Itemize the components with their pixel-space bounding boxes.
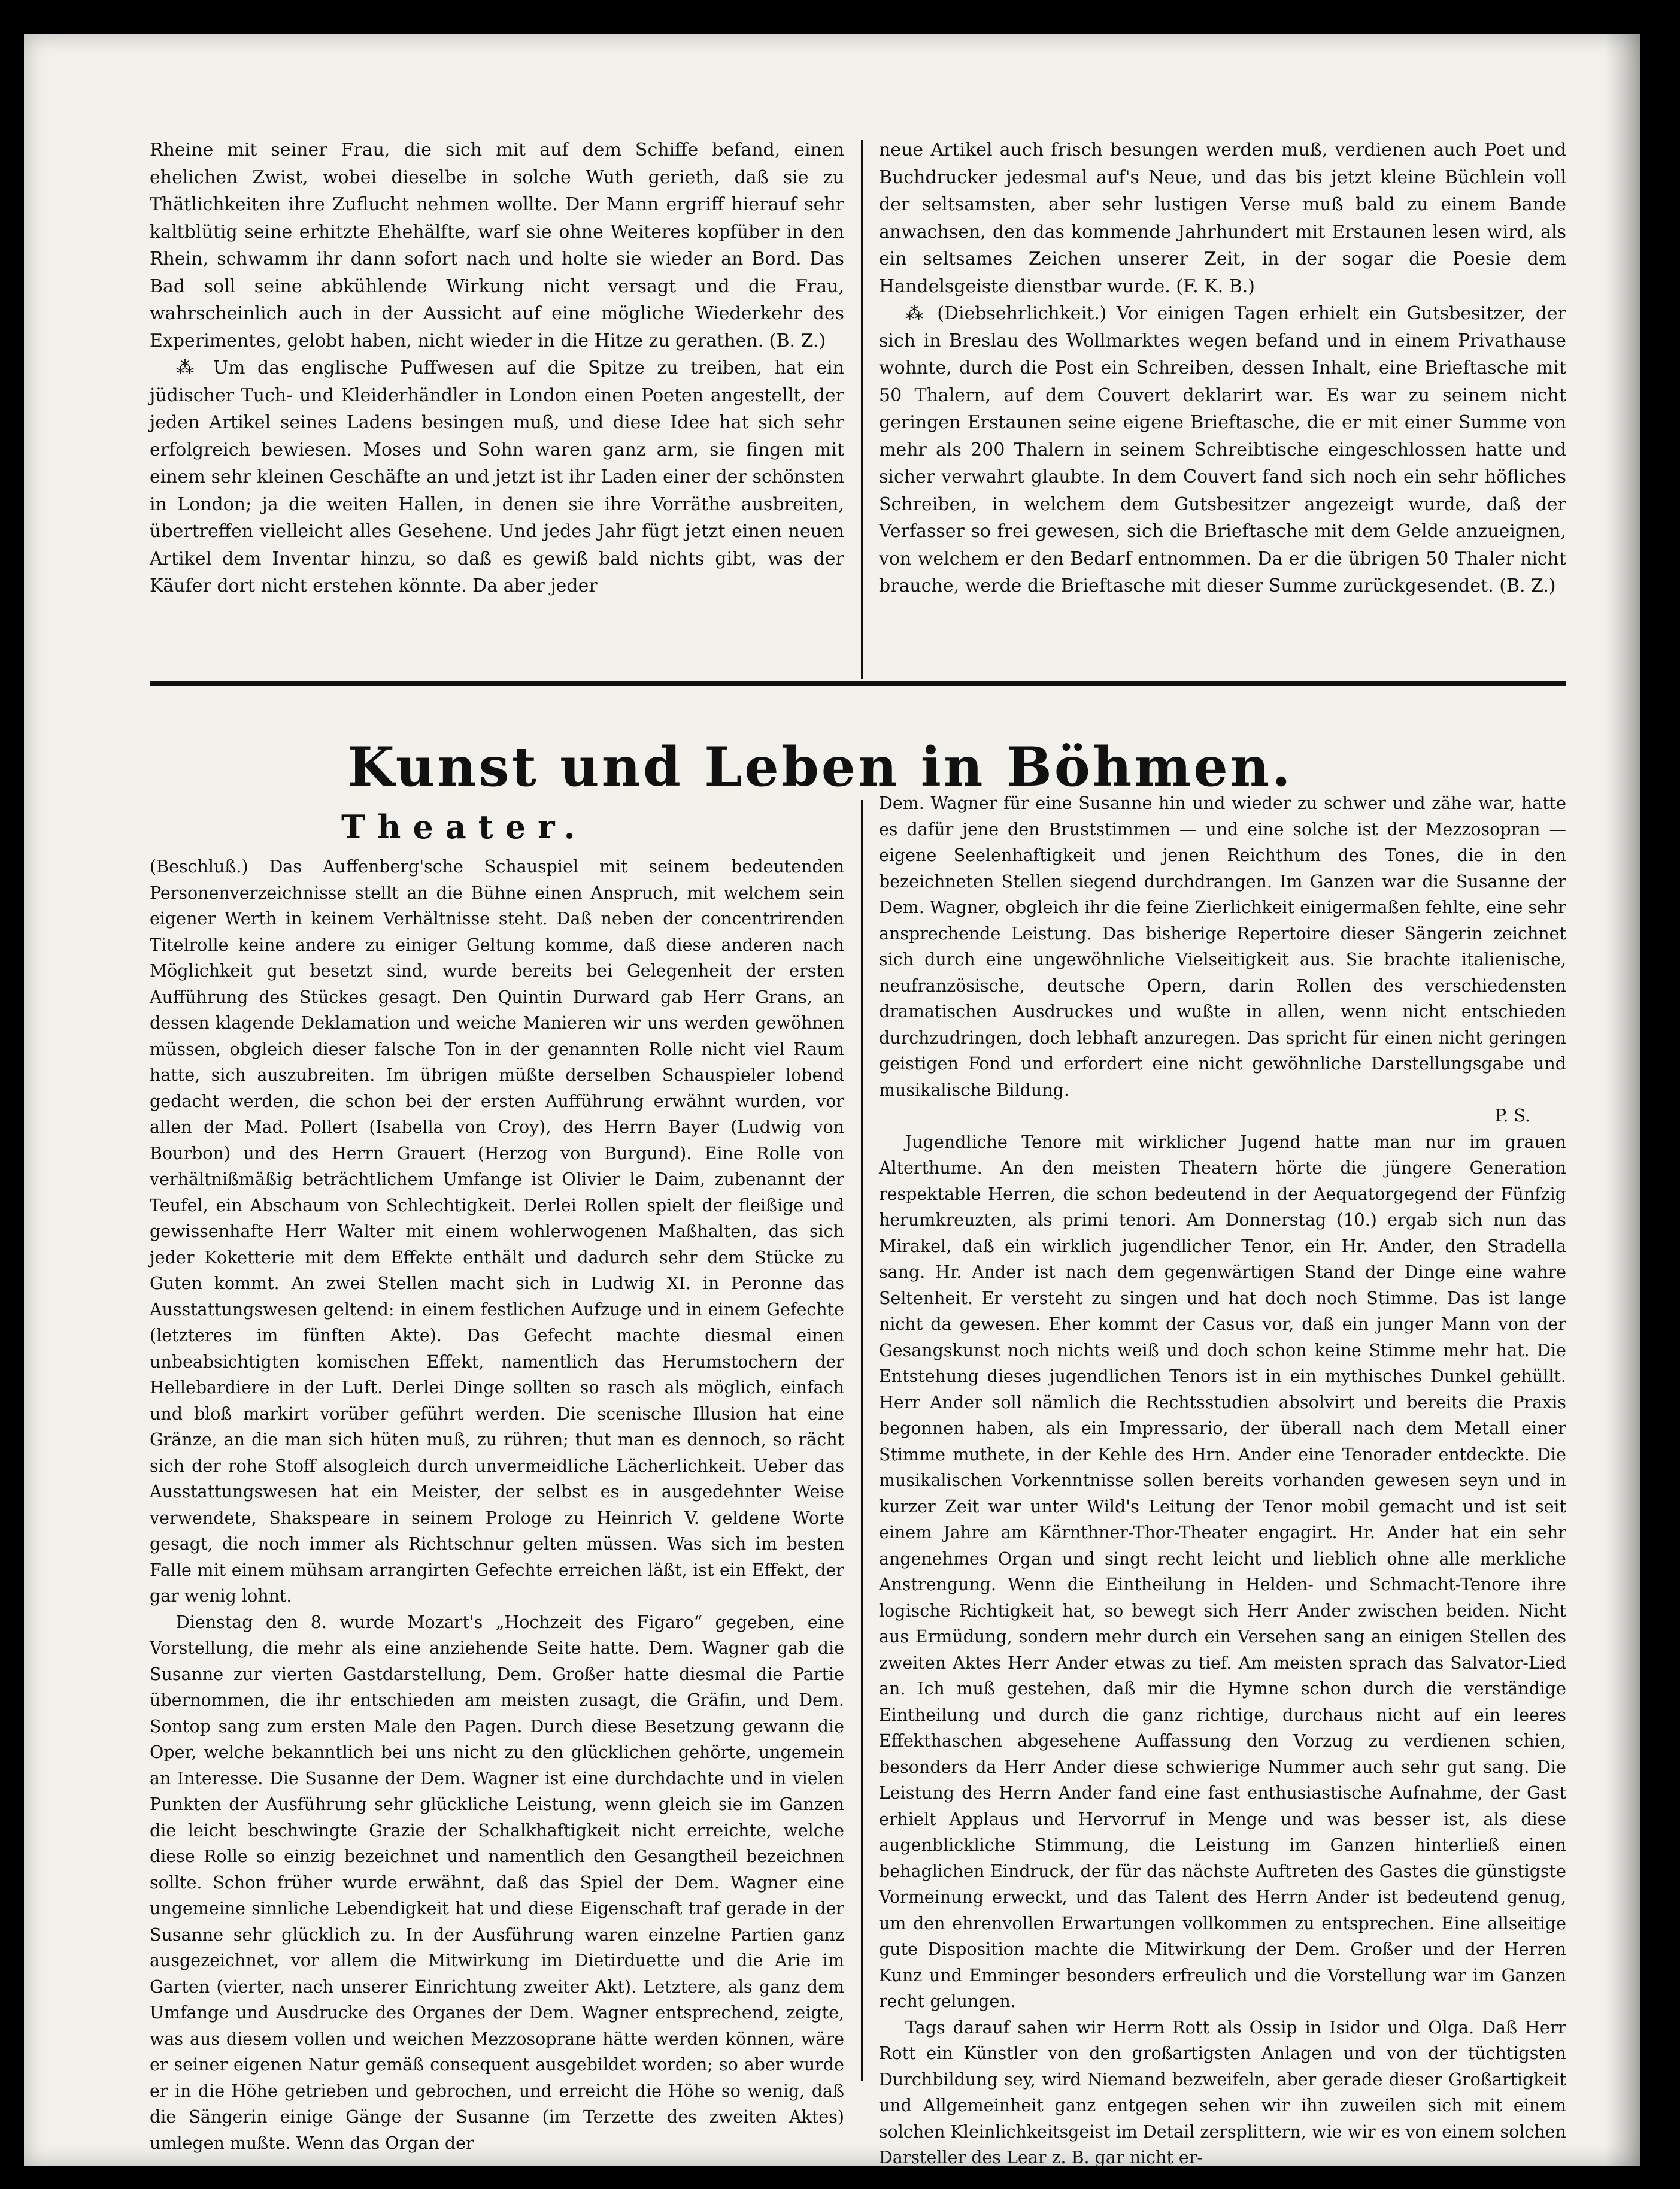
subsection-title: Theater. xyxy=(341,808,587,846)
article-paragraph: Tags darauf sahen wir Herrn Rott als Ossip in Isidor und Olga. Daß Herr Rott ein Künstler von den großartigsten Anlagen und von der tüchtigsten Durchbildung sey, wird Niemand bezweifeln, aber gerade dieser Großartigkeit und Allgemeinheit ganz entgegen sehen wir ihn zuweilen sich mit einem solchen Kleinlichkeitsgeist im Detail zersplittern, wie wir es von einem solchen Darsteller des Lear z. B. gar nicht er- xyxy=(879,2017,1566,2166)
article-paragraph: Dem. Wagner für eine Susanne hin und wieder zu schwer und zähe war, hatte es dafür jene den Bruststimmen — und eine solche ist der Mezzosopran — eigene Seelenhaftigkeit und jenen Reichthum des Tones, die in den bezeichneten Stellen siegend durchdrangen. Im Ganzen war die Susanne der Dem. Wagner, obgleich ihr die feine Zierlichkeit einigermaßen fehlte, eine sehr ansprechende Leistung. Das bisherige Repertoire dieser Sängerin zeichnet sich durch eine ungewöhnliche Vielseitigkeit aus. Sie brachte italienische, neufranzösische, deutsche Opern, darin Rollen des verschiedensten dramatischen Ausdruckes und wußte in allen, wenn nicht entschieden durchzudringen, doch lebhaft anzuregen. Das spricht für einen nicht geringen geistigen Fond und erfordert eine nicht gewöhnliche Darstellungsgabe und musikalische Bildung. xyxy=(879,793,1566,1100)
article-paragraph: Dienstag den 8. wurde Mozart's „Hochzeit des Figaro“ gegeben, eine Vorstellung, die mehr als eine anziehende Seite hatte. Dem. Wagner gab die Susanne zur vierten Gastdarstellung, Dem. Großer hatte diesmal die Partie übernommen, die ihr entschieden am meisten zusagt, die Gräfin, und Dem. Sontop sang zum ersten Male den Pagen. Durch diese Besetzung gewann die Oper, welche bekanntlich bei uns nicht zu den glücklichen gehörte, ungemein an Interesse. Die Susanne der Dem. Wagner ist eine durchdachte und in vielen Punkten der Ausführung sehr glückliche Leistung, wenn gleich sie im Ganzen die leicht beschwingte Grazie der Schalkhaftigkeit nicht erreichte, welche diese Rolle so einzig bezeichnet und namentlich den Gesangtheil bezeichnen sollte. Schon früher wurde erwähnt, daß das Spiel der Dem. Wagner eine ungemeine sinnliche Lebendigkeit hat und diese Eigenschaft traf gerade in der Susanne sehr glücklich zu. In der Ausführung waren einzelne Partien ganz ausgezeichnet, vor allem die Mitwirkung im Dietirduette und die Arie im Garten (vierter, nach unserer Einrichtung zweiter Akt). Letztere, als ganz dem Umfange und Ausdrucke des Organes der Dem. Wagner entsprechend, zeigte, was aus diesem vollen und weichen Mezzosoprane hätte werden können, wäre er seiner eigenen Natur gemäß consequent ausgebildet worden; so aber wurde er in die Höhe getrieben und gebrochen, und erreicht die Höhe so wenig, daß die Sängerin einige Gänge der Susanne (im Terzette des zweiten Aktes) umlegen mußte. Wenn das Organ der xyxy=(150,1612,844,2153)
section-title: Kunst und Leben in Böhmen. xyxy=(347,735,1293,799)
article-paragraph: ⁂ Um das englische Puffwesen auf die Spitze zu treiben, hat ein jüdischer Tuch- und Kleiderhändler in London einen Poeten angestellt, der jeden Artikel seines Ladens besingen muß, und diese Idee hat sich sehr erfolgreich bewiesen. Moses und Sohn waren ganz arm, sie fingen mit einem sehr kleinen Geschäfte an und jetzt ist ihr Laden einer der schönsten in London; ja die weiten Hallen, in denen sie ihre Vorräthe ausbreiten, übertreffen vielleicht alles Gesehene. Und jedes Jahr fügt jetzt einen neuen Artikel dem Inventar hinzu, so daß es gewiß bald nichts gibt, was der Käufer dort nicht erstehen könnte. Da aber jeder xyxy=(150,357,844,596)
top-right-column xyxy=(879,137,1566,600)
article-paragraph: neue Artikel auch frisch besungen werden muß, verdienen auch Poet und Buchdrucker jedesmal auf's Neue, und das bis jetzt kleine Büchlein voll der seltsamsten, aber sehr lustigen Verse muß bald zu einem Bande anwachsen, den das kommende Jahrhundert mit Erstaunen lesen wird, als ein seltsames Zeichen unserer Zeit, in der sogar die Poesie dem Handelsgeiste dienstbar wurde. (F. K. B.) xyxy=(879,140,1566,297)
article-signature: P. S. xyxy=(1494,1106,1530,1126)
article-paragraph: Jugendliche Tenore mit wirklicher Jugend hatte man nur im grauen Alterthume. An den meisten Theatern hörte die jüngere Generation respektable Herren, die schon bedeutend in der Aequatorgegend der Fünfzig herumkreuzten, als primi tenori. Am Donnerstag (10.) ergab sich nun das Mirakel, daß ein wirklich jugendlicher Tenor, ein Hr. Ander, den Stradella sang. Hr. Ander ist nach dem gegenwärtigen Stand der Dinge eine wahre Seltenheit. Er versteht zu singen und hat doch noch Stimme. Das ist lange nicht da gewesen. Eher kommt der Casus vor, daß ein junger Mann von der Gesangskunst noch nichts weiß und doch schon keine Stimme mehr hat. Die Entstehung dieses jugendlichen Tenors ist in ein mythisches Dunkel gehüllt. Herr Ander soll nämlich die Rechtsstudien absolvirt und bereits die Praxis begonnen haben, als ein Impressario, der überall nach dem Metall einer Stimme muthete, in der Kehle des Hrn. Ander eine Tenorader entdeckte. Die musikalischen Vorkenntnisse sollen bereits vorhanden gewesen seyn und in kurzer Zeit war unter Wild's Leitung der Tenor mobil gemacht und ist seit einem Jahre am Kärnthner-Thor-Theater engagirt. Hr. Ander hat ein sehr angenehmes Organ und singt recht leicht und lieblich ohne alle merkliche Anstrengung. Wenn die Eintheilung in Helden- und Schmacht-Tenore ihre logische Richtigkeit hat, so bewegt sich Herr Ander zwischen beiden. Nicht aus Ermüdung, sondern mehr durch ein Versehen sang an einigen Stellen des zweiten Aktes Herr Ander etwas zu tief. Am meisten sprach das Salvator-Lied an. Ich muß gestehen, daß mir die Hymne schon durch die verständige Eintheilung und durch die ganz richtige, durchaus nicht auf ein leeres Effekthaschen abgesehene Auffassung den Vorzug zu verdienen schien, besonders da Herr Ander diese schwierige Nummer auch sehr gut sang. Die Leistung des Herrn Ander fand eine fast enthusiastische Aufnahme, der Gast erhielt Applaus und Hervorruf in Menge und was besser ist, als diese augenblickliche Stimmung, die Leistung im Ganzen hinterließ einen behaglichen Eindruck, der für das nächste Auftreten des Gastes die günstigste Vormeinung erweckt, und das Talent des Herrn Ander ist bedeutend genug, um den ehrenvollen Erwartungen vollkommen zu entsprechen. Eine allseitige gute Disposition machte die Mitwirkung der Dem. Großer und der Herren Kunz und Emminger besonders erfreulich und die Vorstellung war im Ganzen recht gelungen. xyxy=(879,1132,1566,2011)
article-paragraph: ⁂ (Diebsehrlichkeit.) Vor einigen Tagen erhielt ein Gutsbesitzer, der sich in Breslau des Wollmarktes wegen befand und in einem Privathause wohnte, durch die Post ein Schreiben, dessen Inhalt, eine Brieftasche mit 50 Thalern, auf dem Couvert deklarirt war. Es war zu seinem nicht geringen Erstaunen seine eigene Brieftasche, die er mit einer Summe von mehr als 200 Thalern in seinem Schreibtische eingeschlossen hatte und sicher verwahrt glaubte. In dem Couvert fand sich noch ein sehr höfliches Schreiben, in welchem dem Gutsbesitzer angezeigt wurde, daß der Verfasser so frei gewesen, sich die Brieftasche mit dem Gelde anzueignen, von welchem er den Bedarf entnommen. Da er die übrigen 50 Thaler nicht brauche, werde die Brieftasche mit dieser Summe zurückgesendet. (B. Z.) xyxy=(879,303,1566,596)
top-left-column xyxy=(150,137,844,600)
section-divider xyxy=(150,681,1566,686)
page-edge-shadow xyxy=(1605,34,1640,2166)
bottom-left-column xyxy=(150,854,844,2156)
column-divider-top xyxy=(861,140,863,679)
column-divider-bottom xyxy=(861,800,863,2081)
article-paragraph: (Beschluß.) Das Auffenberg'sche Schauspiel mit seinem bedeutenden Personenverzeichnisse stellt an die Bühne einen Anspruch, mit welchem sein eigener Werth in keinem Verhältnisse steht. Daß neben der concentrirenden Titelrolle keine andere zu einiger Geltung komme, daß diese anderen nach Möglichkeit gut besetzt sind, wurde bereits bei Gelegenheit der ersten Aufführung des Stückes gesagt. Den Quintin Durward gab Herr Grans, an dessen klagende Deklamation und weiche Manieren wir uns werden gewöhnen müssen, obgleich dieser falsche Ton in der genannten Rolle nicht viel Raum hatte, sich auszubreiten. Im übrigen müßte derselben Schauspieler lobend gedacht werden, die schon bei der ersten Aufführung erwähnt wurden, vor allen der Mad. Pollert (Isabella von Croy), des Herrn Bayer (Ludwig von Bourbon) und des Herrn Grauert (Herzog von Burgund). Eine Rolle von verhältnißmäßig beträchtlichem Umfange ist Olivier le Daim, zubenannt der Teufel, ein Abschaum von Schlechtigkeit. Derlei Rollen spielt der fleißige und gewissenhafte Herr Walter mit einem wohlerwogenen Maßhalten, das sich jeder Koketterie mit dem Effekte enthält und dadurch sehr dem Stücke zu Guten kommt. An zwei Stellen macht sich in Ludwig XI. in Peronne das Ausstattungswesen geltend: in einem festlichen Aufzuge und in einem Gefechte (letzteres im fünften Akte). Das Gefecht machte diesmal einen unbeabsichtigten komischen Effekt, namentlich das Herumstochern der Hellebardiere in der Luft. Derlei Dinge sollten so rasch als möglich, einfach und bloß markirt vorüber geführt werden. Die scenische Illusion hat eine Gränze, an die man sich hüten muß, zu rühren; thut man es dennoch, so rächt sich der rohe Stoff alsogleich durch unvermeidliche Lächerlichkeit. Ueber das Ausstattungswesen hat ein Meister, der selbst es in ausgedehnter Weise verwendete, Shakspeare in seinem Prologe zu Heinrich V. geldene Worte gesagt, die noch immer als Richtschnur gelten müssen. Was sich im besten Falle mit einem mühsam arrangirten Gefechte erreichen läßt, ist ein Effekt, der gar wenig lohnt. xyxy=(150,857,844,1606)
article-paragraph: Rheine mit seiner Frau, die sich mit auf dem Schiffe befand, einen ehelichen Zwist, wobei dieselbe in solche Wuth gerieth, daß sie zu Thätlichkeiten ihre Zuflucht nehmen wollte. Der Mann ergriff hierauf sehr kaltblütig seine erhitzte Ehehälfte, warf sie ohne Weiteres kopfüber in den Rhein, schwamm ihr dann sofort nach und holte sie wieder an Bord. Das Bad soll seine abkühlende Wirkung nicht versagt und die Frau, wahrscheinlich auch in der Aussicht auf eine mögliche Wiederkehr des Experimentes, gelobt haben, nicht wieder in die Hitze zu gerathen. (B. Z.) xyxy=(150,140,844,351)
newspaper-page xyxy=(24,34,1640,2166)
bottom-right-column xyxy=(879,790,1566,2166)
